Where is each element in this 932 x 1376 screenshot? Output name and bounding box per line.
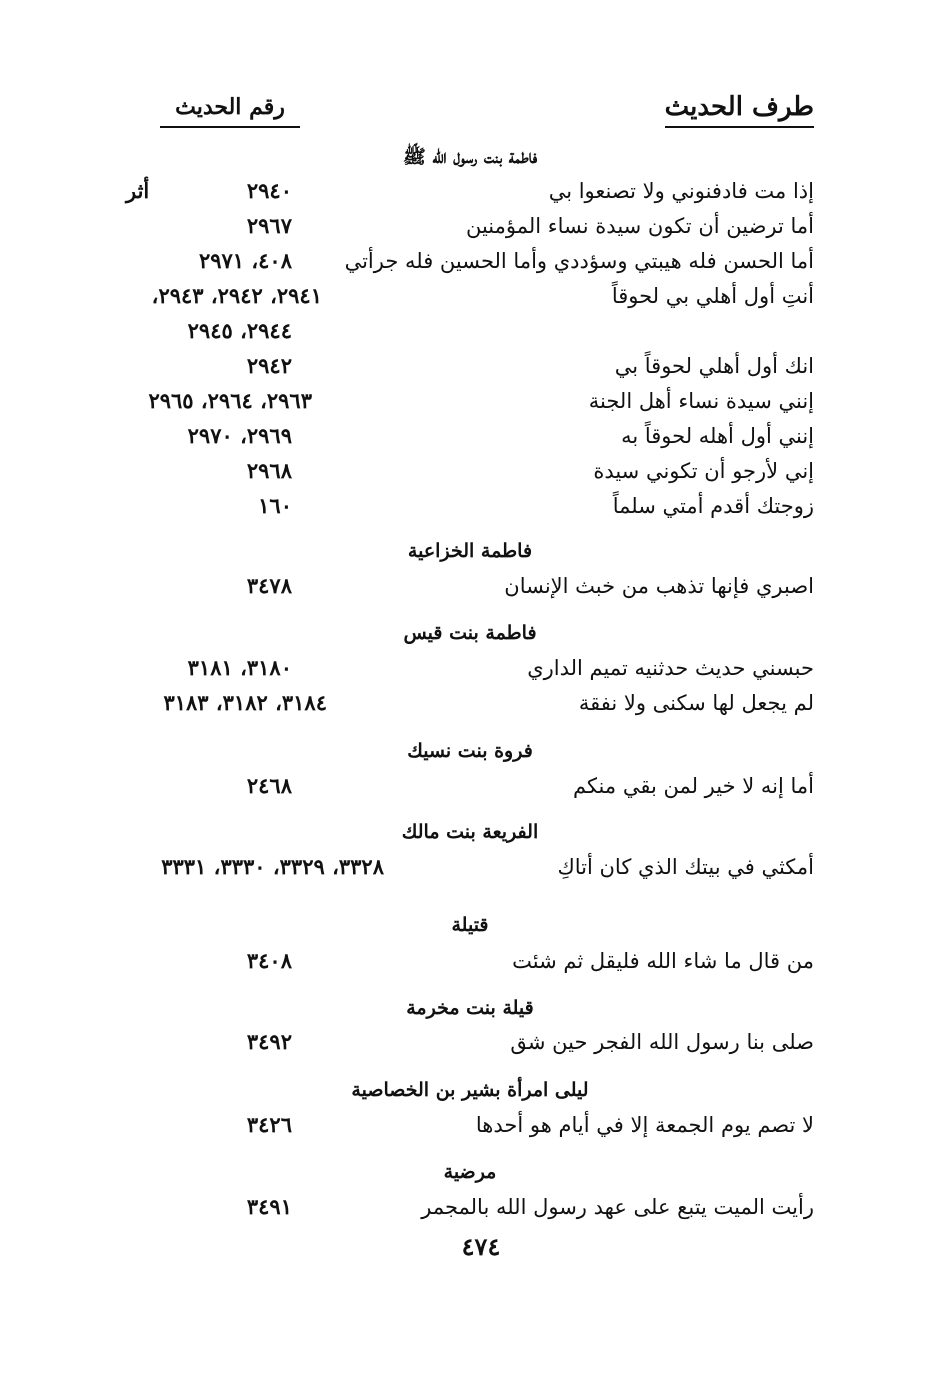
entry-numbers: ٣١٨٤، ٣١٨٢، ٣١٨٣ bbox=[163, 690, 327, 715]
entry-numbers: ٢٩٤٠ bbox=[246, 178, 292, 203]
entry-numbers: ٣٤٠٨ bbox=[246, 948, 292, 973]
index-entry bbox=[0, 386, 932, 420]
entry-phrase: أنتِ أول أهلي بي لحوقاً bbox=[611, 284, 814, 308]
entry-phrase: لا تصم يوم الجمعة إلا في أيام هو أحدها bbox=[475, 1113, 814, 1137]
section-title: قيلة بنت مخرمة bbox=[406, 997, 534, 1019]
section-title: قتيلة bbox=[451, 914, 489, 936]
index-entry bbox=[0, 176, 932, 210]
index-entry bbox=[0, 246, 932, 280]
section-title: الفريعة بنت مالك bbox=[401, 821, 539, 843]
entry-numbers: ٣٤٩١ bbox=[246, 1194, 292, 1219]
index-entry bbox=[0, 351, 932, 385]
entry-phrase: اصبري فإنها تذهب من خبث الإنسان bbox=[504, 574, 814, 598]
entry-numbers: ٢٩٤٢ bbox=[246, 353, 292, 378]
entry-numbers: ٢٩٦٣، ٢٩٦٤، ٢٩٦٥ bbox=[148, 388, 312, 413]
entry-numbers: ٤٠٨، ٢٩٧١ bbox=[198, 248, 292, 273]
index-entry bbox=[0, 491, 932, 525]
index-entry bbox=[0, 771, 932, 805]
entry-numbers: ٣١٨٠، ٣١٨١ bbox=[187, 655, 292, 680]
index-entry bbox=[0, 281, 932, 315]
entry-phrase: لم يجعل لها سكنى ولا نفقة bbox=[578, 691, 814, 715]
entry-numbers-continued: ٢٩٤٤، ٢٩٤٥ bbox=[187, 318, 292, 343]
hadith-number-column-header: رقم الحديث bbox=[160, 94, 300, 128]
index-entry bbox=[0, 1110, 932, 1144]
index-entry bbox=[0, 688, 932, 722]
entry-phrase: إذا مت فادفنوني ولا تصنعوا بي bbox=[548, 179, 814, 203]
entry-phrase: إنني أول أهله لحوقاً به bbox=[621, 424, 814, 448]
entry-phrase: حبسني حديث حدثنيه تميم الداري bbox=[527, 656, 814, 680]
index-entry bbox=[0, 211, 932, 245]
index-entry bbox=[0, 456, 932, 490]
entry-phrase: إنني سيدة نساء أهل الجنة bbox=[588, 389, 814, 413]
entry-phrase: انك أول أهلي لحوقاً بي bbox=[614, 354, 814, 378]
entry-numbers: ٢٩٦٨ bbox=[246, 458, 292, 483]
index-entry bbox=[0, 1027, 932, 1061]
entry-phrase: رأيت الميت يتبع على عهد رسول الله بالمجمر bbox=[421, 1195, 814, 1219]
entry-numbers: ١٦٠ bbox=[258, 493, 292, 518]
entry-phrase: أمكثي في بيتك الذي كان أتاكِ bbox=[557, 855, 814, 879]
section-title: فاطمة الخزاعية bbox=[407, 540, 533, 562]
entry-numbers: ٣٤٩٢ bbox=[246, 1029, 292, 1054]
section-title: مرضية bbox=[443, 1161, 497, 1183]
entry-numbers: ٣٤٢٦ bbox=[246, 1112, 292, 1137]
index-entry bbox=[0, 571, 932, 605]
index-entry bbox=[0, 1192, 932, 1226]
hadith-phrase-column-header: طرف الحديث bbox=[665, 92, 814, 128]
index-entry-continuation bbox=[0, 316, 932, 350]
entry-phrase: أما ترضين أن تكون سيدة نساء المؤمنين bbox=[465, 214, 814, 238]
index-entry bbox=[0, 421, 932, 455]
page-number: ٤٧٤ bbox=[461, 1232, 501, 1261]
section-title: فاطمة بنت رسول الله ﷺ bbox=[402, 146, 538, 168]
entry-phrase: أما إنه لا خير لمن بقي منكم bbox=[572, 774, 814, 798]
section-title: فاطمة بنت قيس bbox=[403, 622, 537, 644]
entry-note: أثر bbox=[126, 178, 150, 203]
index-entry bbox=[0, 653, 932, 687]
entry-numbers: ٢٩٤١، ٢٩٤٢، ٢٩٤٣، bbox=[151, 283, 322, 308]
entry-phrase: إني لأرجو أن تكوني سيدة bbox=[593, 459, 814, 483]
entry-phrase: زوجتك أقدم أمتي سلماً bbox=[612, 494, 814, 518]
entry-numbers: ٢٩٦٩، ٢٩٧٠ bbox=[187, 423, 292, 448]
entry-phrase: من قال ما شاء الله فليقل ثم شئت bbox=[512, 949, 814, 973]
entry-numbers: ٢٤٦٨ bbox=[246, 773, 292, 798]
entry-phrase: صلى بنا رسول الله الفجر حين شق bbox=[510, 1030, 814, 1054]
entry-numbers: ٢٩٦٧ bbox=[246, 213, 292, 238]
section-title: فروة بنت نسيك bbox=[407, 740, 533, 762]
section-title: ليلى امرأة بشير بن الخصاصية bbox=[351, 1079, 589, 1101]
index-entry bbox=[0, 946, 932, 980]
index-entry bbox=[0, 852, 932, 886]
entry-numbers: ٣٣٢٨، ٣٣٢٩، ٣٣٣٠، ٣٣٣١ bbox=[161, 854, 384, 879]
entry-numbers: ٣٤٧٨ bbox=[246, 573, 292, 598]
entry-phrase: أما الحسن فله هيبتي وسؤددي وأما الحسين فله جرأتي bbox=[344, 249, 814, 273]
